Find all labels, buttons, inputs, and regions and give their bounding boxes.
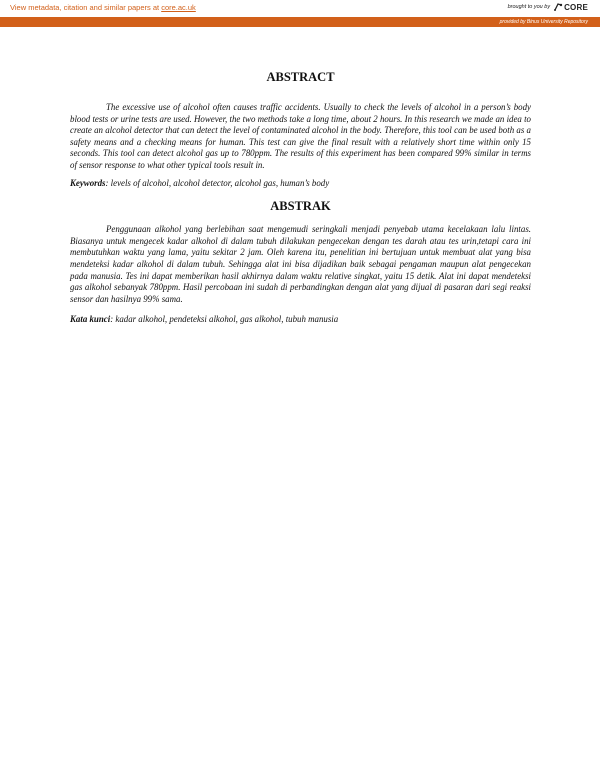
kata-kunci-label: Kata kunci: [70, 314, 111, 325]
core-logo[interactable]: [553, 2, 588, 12]
core-logo-icon: [553, 2, 563, 12]
metadata-notice: [10, 3, 196, 12]
abstrak-title: ABSTRAK: [270, 199, 331, 214]
metadata-prefix: View metadata, citation and similar papers at: [10, 3, 162, 12]
abstract-title: ABSTRACT: [266, 70, 335, 84]
keywords-text: : levels of alcohol, alcohol detector, alcohol gas, human’s body: [105, 177, 330, 188]
abstract-body: The excessive use of alcohol often causes traffic accidents. Usually to check the levels of alcohol in a person’s body blood tests or urine tests are used. However, the two methods take a long time, about 2 hours. In this research we made an idea to create an alcohol detector that can detect the level of contaminated alcohol in the body. Therefore, this tool can be used both as a safety means and a checking means for human. This test can give the final result with a relatively short time within only 15 seconds. This tool can detect alcohol gas up to 780ppm. The results of this experiment has been compared 99% similar in terms of sensor response to what other typical tools result in.: [70, 102, 531, 170]
keywords-line: [70, 178, 531, 190]
abstrak-body: Penggunaan alkohol yang berlebihan saat mengemudi seringkali menjadi penyebab utama kecelakaan lalu lintas. Biasanya untuk mengecek kadar alkohol di dalam tubuh dilakukan pengecekan dengan tes darah atau tes urin,tetapi cara ini membutuhkan waktu yang lama, yaitu sekitar 2 jam. Oleh karena itu, penelitian ini bertujuan untuk membuat alat yang bisa mendeteksi kadar alkohol di dalam tubuh. Sehingga alat ini bisa dijadikan baik sebagai pengaman maupun alat pengecekan pada manusia. Tes ini dapat memberikan hasil akhirnya dalam waktu relative singkat, yaitu 15 detik. Alat ini dapat mendeteksi gas alkohol sebanyak 780ppm. Hasil percobaan ini sudah di perbandingkan dengan alat yang dijual di pasaran dari segi reaksi sensor dan hasilnya 99% sama.: [70, 224, 531, 304]
core-header-bar: [0, 0, 600, 17]
brought-by: [508, 2, 588, 12]
provided-by-label: provided by Binus University Repository: [499, 19, 588, 25]
kata-kunci-text: : kadar alkohol, pendeteksi alkohol, gas alkohol, tubuh manusia: [110, 314, 339, 325]
kata-kunci-line: [70, 314, 531, 326]
page-content: [70, 70, 531, 326]
keywords-label: Keywords: [70, 177, 106, 188]
provider-bar: [0, 17, 600, 27]
core-link[interactable]: core.ac.uk: [161, 3, 196, 12]
core-logo-text: CORE: [564, 2, 588, 12]
brought-by-label: brought to you by: [507, 4, 551, 10]
